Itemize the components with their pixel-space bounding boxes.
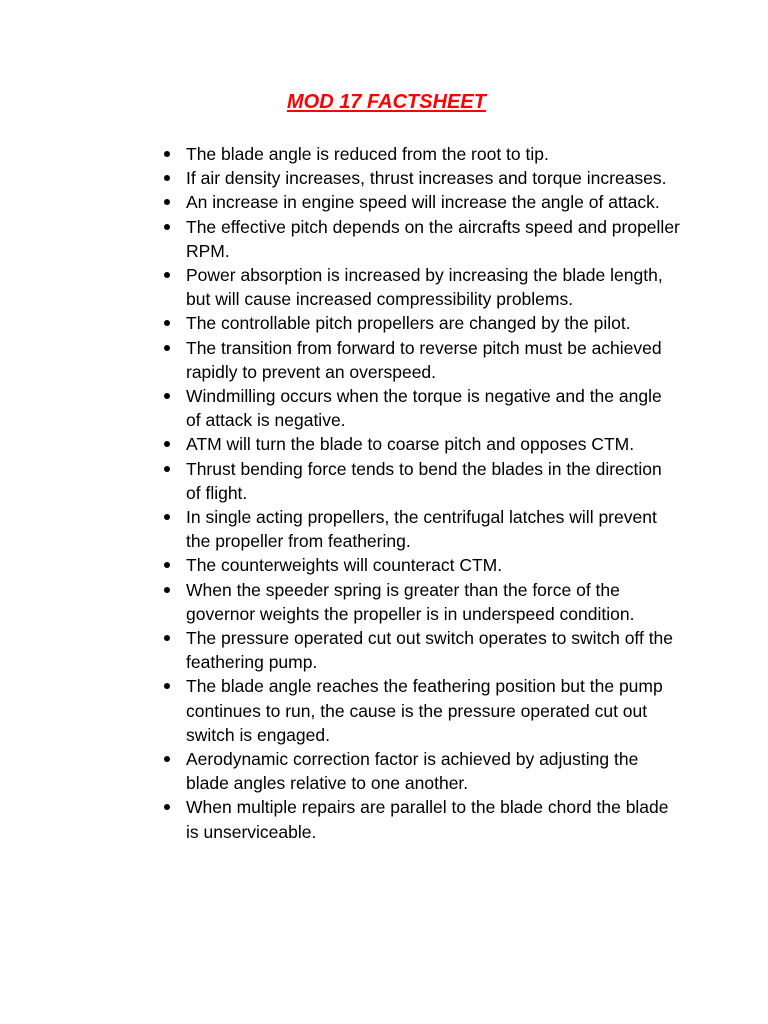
fact-item [160,747,680,795]
fact-text: The pressure operated cut out switch operates to switch off the feathering pump. [186,628,674,673]
document-title: MOD 17 FACTSHEET [287,91,486,113]
bullet-icon [164,756,170,762]
fact-item [160,505,680,553]
fact-text: The counterweights will counteract CTM. [186,555,503,576]
bullet-icon [164,562,170,568]
fact-item [160,674,680,747]
fact-item [160,795,680,843]
fact-text: When multiple repairs are parallel to the blade chord the blade is unserviceable. [186,797,669,842]
bullet-icon [164,393,170,399]
fact-item [160,142,680,166]
fact-text: The blade angle reaches the feathering position but the pump continues to run, the cause is the pressure operated cut out switch is engaged. [186,676,663,745]
fact-item [160,190,680,214]
bullet-icon [164,345,170,351]
fact-item [160,166,680,190]
fact-text: When the speeder spring is greater than the force of the governor weights the propeller is in underspeed condition. [186,579,635,624]
fact-item [160,384,680,432]
fact-item [160,457,680,505]
bullet-icon [164,199,170,205]
bullet-icon [164,224,170,230]
bullet-icon [164,175,170,181]
fact-text: In single acting propellers, the centrifugal latches will prevent the propeller from feathering. [186,507,657,552]
fact-item [160,263,680,311]
bullet-icon [164,466,170,472]
fact-text: The controllable pitch propellers are changed by the pilot. [186,313,631,334]
fact-text: If air density increases, thrust increases and torque increases. [186,168,667,189]
fact-item [160,336,680,384]
fact-text: The effective pitch depends on the aircrafts speed and propeller RPM. [186,216,680,261]
fact-item [160,578,680,626]
fact-item [160,432,680,456]
bullet-icon [164,683,170,689]
fact-item [160,311,680,335]
fact-text: ATM will turn the blade to coarse pitch and opposes CTM. [186,434,635,455]
bullet-icon [164,514,170,520]
fact-item [160,215,680,263]
bullet-icon [164,151,170,157]
fact-text: Windmilling occurs when the torque is negative and the angle of attack is negative. [186,386,662,431]
fact-text: Thrust bending force tends to bend the blades in the direction of flight. [186,458,662,503]
fact-text: An increase in engine speed will increase the angle of attack. [186,192,660,213]
fact-item [160,626,680,674]
bullet-icon [164,635,170,641]
bullet-icon [164,272,170,278]
fact-text: The blade angle is reduced from the root to tip. [186,144,549,164]
fact-item [160,553,680,577]
fact-text: Power absorption is increased by increasing the blade length, but will cause increased compressibility problems. [186,265,663,310]
bullet-icon [164,587,170,593]
fact-text: Aerodynamic correction factor is achieved by adjusting the blade angles relative to one another. [186,749,639,794]
fact-text: The transition from forward to reverse pitch must be achieved rapidly to prevent an overspeed. [186,337,662,382]
bullet-icon [164,320,170,326]
bullet-icon [164,441,170,447]
bullet-icon [164,804,170,810]
fact-list [160,142,680,844]
